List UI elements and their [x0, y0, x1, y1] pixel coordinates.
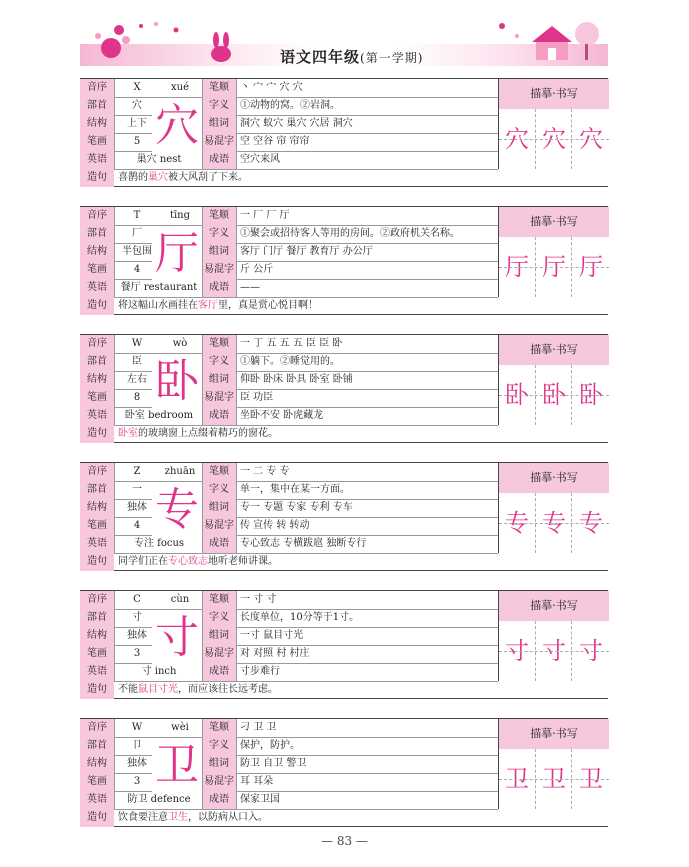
label-bishun: 笔顺: [202, 463, 236, 481]
label-jiegou: 结构: [80, 371, 114, 389]
label-chengyu: 成语: [202, 407, 236, 425]
bishun-value: 一 寸 寸: [240, 594, 277, 605]
big-character: 穴: [152, 99, 202, 153]
table-row: [80, 115, 498, 134]
chengyu-value: 坐卧不安 卧虎藏龙: [240, 410, 324, 421]
zuci-value: 防卫 自卫 警卫: [240, 758, 307, 769]
ziyi-value: ①聚会或招待客人等用的房间。②政府机关名称。: [240, 228, 460, 239]
label-yinxu: 音序: [80, 719, 114, 737]
label-bihua: 笔画: [80, 517, 114, 535]
bihua-value: 4: [133, 264, 141, 275]
bishun-value: 一 二 专 专: [240, 466, 290, 477]
yinxu-value: T: [133, 210, 141, 221]
label-bushou: 部首: [80, 225, 114, 243]
pinyin-value: zhuān: [164, 466, 196, 477]
table-row: [80, 627, 498, 646]
label-yinxu: 音序: [80, 335, 114, 353]
table-row: [80, 481, 498, 500]
practice-area: [498, 335, 609, 425]
yihunzi-value: 臣 功臣: [240, 392, 274, 403]
sentence-row: [80, 553, 608, 570]
label-yinxu: 音序: [80, 207, 114, 225]
highlight-word: 巢穴: [148, 172, 168, 183]
english-value: 防卫 defence: [127, 794, 191, 805]
practice-label: 描摹·书写: [499, 79, 609, 109]
table-row: [80, 609, 498, 628]
bushou-value: 厂: [132, 228, 142, 239]
label-zuci: 组词: [202, 243, 236, 261]
table-row: [80, 243, 498, 262]
jiegou-value: 独体: [127, 502, 147, 513]
pinyin-value: wò: [172, 338, 188, 349]
english-value: 专注 focus: [133, 538, 185, 549]
table-row: [80, 517, 498, 536]
sentence-row: [80, 297, 608, 314]
label-ziyi: 字义: [202, 225, 236, 243]
yihunzi-value: 斤 公斤: [240, 264, 274, 275]
character-card: [80, 78, 608, 185]
label-yingyu: 英语: [80, 535, 114, 553]
big-character: 专: [152, 483, 202, 537]
bushou-value: 一: [132, 484, 142, 495]
label-bishun: 笔顺: [202, 79, 236, 97]
trace-character: 卫: [571, 749, 610, 809]
label-zaoju: 造句: [80, 425, 114, 443]
table-row: [80, 645, 498, 664]
practice-label: 描摹·书写: [499, 591, 609, 621]
trace-character: 厅: [571, 237, 610, 297]
bihua-value: 3: [133, 776, 141, 787]
label-yihunzi: 易混字: [202, 517, 236, 535]
english-value: 寸 inch: [141, 666, 177, 677]
table-row: [80, 79, 498, 98]
table-row: [80, 133, 498, 152]
ziyi-value: 保护，防护。: [240, 740, 300, 751]
big-character: 厅: [152, 227, 202, 281]
label-zaoju: 造句: [80, 681, 114, 699]
label-bishun: 笔顺: [202, 719, 236, 737]
sentence-row: [80, 681, 608, 698]
bihua-value: 8: [133, 392, 141, 403]
table-row: [80, 535, 498, 554]
trace-character: 厅: [505, 253, 529, 281]
table-row: [80, 371, 498, 390]
zuci-value: 仰卧 卧床 卧具 卧室 卧铺: [240, 374, 353, 385]
label-yihunzi: 易混字: [202, 261, 236, 279]
big-character: 寸: [152, 611, 202, 665]
label-yinxu: 音序: [80, 591, 114, 609]
bushou-value: 卩: [132, 740, 142, 751]
sentence-row: [80, 809, 608, 826]
label-bushou: 部首: [80, 353, 114, 371]
label-yingyu: 英语: [80, 151, 114, 169]
yinxu-value: C: [133, 594, 141, 605]
bihua-value: 4: [133, 520, 141, 531]
zuci-value: 一寸 鼠目寸光: [240, 630, 304, 641]
practice-area: [498, 591, 609, 681]
practice-label: 描摹·书写: [499, 463, 609, 493]
bushou-value: 寸: [132, 612, 142, 623]
bushou-value: 穴: [132, 100, 142, 111]
table-row: [80, 499, 498, 518]
label-jiegou: 结构: [80, 755, 114, 773]
bishun-value: 一 厂 厂 厅: [240, 210, 290, 221]
chengyu-value: 专心致志 专横跋扈 独断专行: [240, 538, 367, 549]
yihunzi-value: 传 宣传 转 转动: [240, 520, 310, 531]
trace-character: 卧: [535, 365, 572, 425]
yinxu-value: Z: [133, 466, 141, 477]
trace-character: 寸: [505, 637, 529, 665]
table-row: [80, 663, 498, 682]
yihunzi-value: 空 空谷 帘 帘帘: [240, 136, 310, 147]
label-zuci: 组词: [202, 499, 236, 517]
table-row: [80, 407, 498, 426]
trace-character: 卫: [535, 749, 572, 809]
label-yingyu: 英语: [80, 279, 114, 297]
jiegou-value: 半包围: [122, 246, 152, 257]
table-row: [80, 97, 498, 116]
bushou-value: 臣: [132, 356, 142, 367]
label-bihua: 笔画: [80, 133, 114, 151]
table-row: [80, 463, 498, 482]
practice-area: [498, 463, 609, 553]
label-bushou: 部首: [80, 481, 114, 499]
big-character: 卧: [152, 355, 202, 409]
trace-character: 厅: [535, 237, 572, 297]
sentence-row: [80, 169, 608, 186]
label-yinxu: 音序: [80, 79, 114, 97]
label-yihunzi: 易混字: [202, 389, 236, 407]
label-bishun: 笔顺: [202, 591, 236, 609]
table-row: [80, 755, 498, 774]
table-row: [80, 279, 498, 298]
trace-character: 专: [535, 493, 572, 553]
yinxu-value: W: [131, 722, 143, 733]
english-value: 卧室 bedroom: [124, 410, 194, 421]
page-number: — 83 —: [321, 834, 368, 848]
label-bihua: 笔画: [80, 261, 114, 279]
label-bishun: 笔顺: [202, 207, 236, 225]
yihunzi-value: 耳 耳朵: [240, 776, 274, 787]
label-zaoju: 造句: [80, 297, 114, 315]
chengyu-value: 保家卫国: [240, 794, 280, 805]
example-sentence: 不能鼠目寸光，而应该往长远考虑。: [118, 684, 278, 695]
label-chengyu: 成语: [202, 663, 236, 681]
pinyin-value: tīng: [169, 210, 191, 221]
label-bushou: 部首: [80, 609, 114, 627]
label-bushou: 部首: [80, 97, 114, 115]
page-header: [80, 14, 608, 72]
label-bihua: 笔画: [80, 773, 114, 791]
label-jiegou: 结构: [80, 499, 114, 517]
label-jiegou: 结构: [80, 115, 114, 133]
label-yihunzi: 易混字: [202, 645, 236, 663]
bishun-value: 丶 宀 宀 穴 穴: [240, 82, 303, 93]
jiegou-value: 独体: [127, 630, 147, 641]
highlight-word: 卧室: [118, 428, 138, 439]
label-jiegou: 结构: [80, 243, 114, 261]
label-bihua: 笔画: [80, 645, 114, 663]
label-zaoju: 造句: [80, 553, 114, 571]
yinxu-value: W: [131, 338, 143, 349]
page-title: 语文四年级(第一学期): [280, 48, 424, 66]
trace-character: 专: [505, 509, 529, 537]
zuci-value: 专一 专题 专家 专利 专车: [240, 502, 353, 513]
character-card: [80, 718, 608, 825]
label-ziyi: 字义: [202, 97, 236, 115]
highlight-word: 鼠目寸光: [138, 684, 178, 695]
practice-label: 描摹·书写: [499, 719, 609, 749]
big-character: 卫: [152, 739, 202, 793]
practice-area: [498, 207, 609, 297]
label-yinxu: 音序: [80, 463, 114, 481]
label-bishun: 笔顺: [202, 335, 236, 353]
label-zuci: 组词: [202, 627, 236, 645]
label-bushou: 部首: [80, 737, 114, 755]
zuci-value: 客厅 门厅 餐厅 教育厅 办公厅: [240, 246, 373, 257]
label-zuci: 组词: [202, 755, 236, 773]
highlight-word: 卫生: [168, 812, 188, 823]
label-ziyi: 字义: [202, 609, 236, 627]
table-row: [80, 773, 498, 792]
label-yingyu: 英语: [80, 407, 114, 425]
trace-character: 穴: [505, 125, 529, 153]
table-row: [80, 389, 498, 408]
label-bihua: 笔画: [80, 389, 114, 407]
highlight-word: 专心致志: [168, 556, 208, 567]
english-value: 餐厅 restaurant: [120, 282, 198, 293]
label-yingyu: 英语: [80, 791, 114, 809]
chengyu-value: 寸步难行: [240, 666, 280, 677]
card-table: [80, 590, 608, 699]
label-zuci: 组词: [202, 115, 236, 133]
character-card: [80, 590, 608, 697]
table-row: [80, 719, 498, 738]
example-sentence: 同学们正在专心致志地听老师讲课。: [118, 556, 278, 567]
card-table: [80, 78, 608, 187]
trace-character: 寸: [535, 621, 572, 681]
chengyu-value: ——: [240, 282, 260, 293]
example-sentence: 喜鹊的巢穴被大风刮了下来。: [118, 172, 248, 183]
ziyi-value: 单一，集中在某一方面。: [240, 484, 350, 495]
table-row: [80, 207, 498, 226]
label-chengyu: 成语: [202, 535, 236, 553]
ziyi-value: ①动物的窝。②岩洞。: [240, 100, 340, 111]
house-tree-decoration: [492, 16, 602, 68]
label-ziyi: 字义: [202, 481, 236, 499]
chengyu-value: 空穴来风: [240, 154, 280, 165]
label-jiegou: 结构: [80, 627, 114, 645]
trace-character: 专: [571, 493, 610, 553]
bihua-value: 3: [133, 648, 141, 659]
label-zuci: 组词: [202, 371, 236, 389]
label-chengyu: 成语: [202, 151, 236, 169]
pinyin-value: xué: [171, 82, 189, 93]
character-card: [80, 334, 608, 441]
highlight-word: 客厅: [198, 300, 218, 311]
practice-area: [498, 719, 609, 809]
pinyin-value: wèi: [171, 722, 189, 733]
jiegou-value: 上下: [127, 118, 147, 129]
ziyi-value: 长度单位，10分等于1寸。: [240, 612, 360, 623]
table-row: [80, 261, 498, 280]
pinyin-value: cùn: [170, 594, 190, 605]
table-row: [80, 225, 498, 244]
card-table: [80, 718, 608, 827]
zuci-value: 洞穴 蚁穴 巢穴 穴居 洞穴: [240, 118, 353, 129]
card-table: [80, 462, 608, 571]
label-yingyu: 英语: [80, 663, 114, 681]
table-row: [80, 353, 498, 372]
character-card: [80, 206, 608, 313]
bihua-value: 5: [133, 136, 141, 147]
card-table: [80, 334, 608, 443]
sentence-row: [80, 425, 608, 442]
label-yihunzi: 易混字: [202, 773, 236, 791]
table-row: [80, 737, 498, 756]
practice-label: 描摹·书写: [499, 207, 609, 237]
label-ziyi: 字义: [202, 737, 236, 755]
label-ziyi: 字义: [202, 353, 236, 371]
jiegou-value: 左右: [127, 374, 147, 385]
example-sentence: 卧室的玻璃窗上点缀着精巧的窗花。: [118, 428, 278, 439]
bishun-value: 刁 卫 卫: [240, 722, 277, 733]
card-table: [80, 206, 608, 315]
bunny-flower-decoration: [86, 16, 236, 66]
label-chengyu: 成语: [202, 791, 236, 809]
label-yihunzi: 易混字: [202, 133, 236, 151]
trace-character: 卧: [505, 381, 529, 409]
table-row: [80, 335, 498, 354]
practice-label: 描摹·书写: [499, 335, 609, 365]
english-value: 巢穴 nest: [136, 154, 182, 165]
trace-character: 穴: [571, 109, 610, 169]
yinxu-value: X: [133, 82, 141, 93]
ziyi-value: ①躺下。②睡觉用的。: [240, 356, 340, 367]
label-chengyu: 成语: [202, 279, 236, 297]
example-sentence: 将这幅山水画挂在客厅里，真是赏心悦目啊！: [118, 300, 318, 311]
table-row: [80, 791, 498, 810]
yihunzi-value: 对 对照 村 村庄: [240, 648, 310, 659]
character-card: [80, 462, 608, 569]
trace-character: 穴: [535, 109, 572, 169]
trace-character: 卧: [571, 365, 610, 425]
table-row: [80, 151, 498, 170]
jiegou-value: 独体: [127, 758, 147, 769]
bishun-value: 一 丁 五 五 五 臣 臣 卧: [240, 338, 343, 349]
table-row: [80, 591, 498, 610]
practice-area: [498, 79, 609, 169]
trace-character: 寸: [571, 621, 610, 681]
label-zaoju: 造句: [80, 169, 114, 187]
trace-character: 卫: [505, 765, 529, 793]
example-sentence: 饮食要注意卫生，以防病从口入。: [118, 812, 268, 823]
label-zaoju: 造句: [80, 809, 114, 827]
